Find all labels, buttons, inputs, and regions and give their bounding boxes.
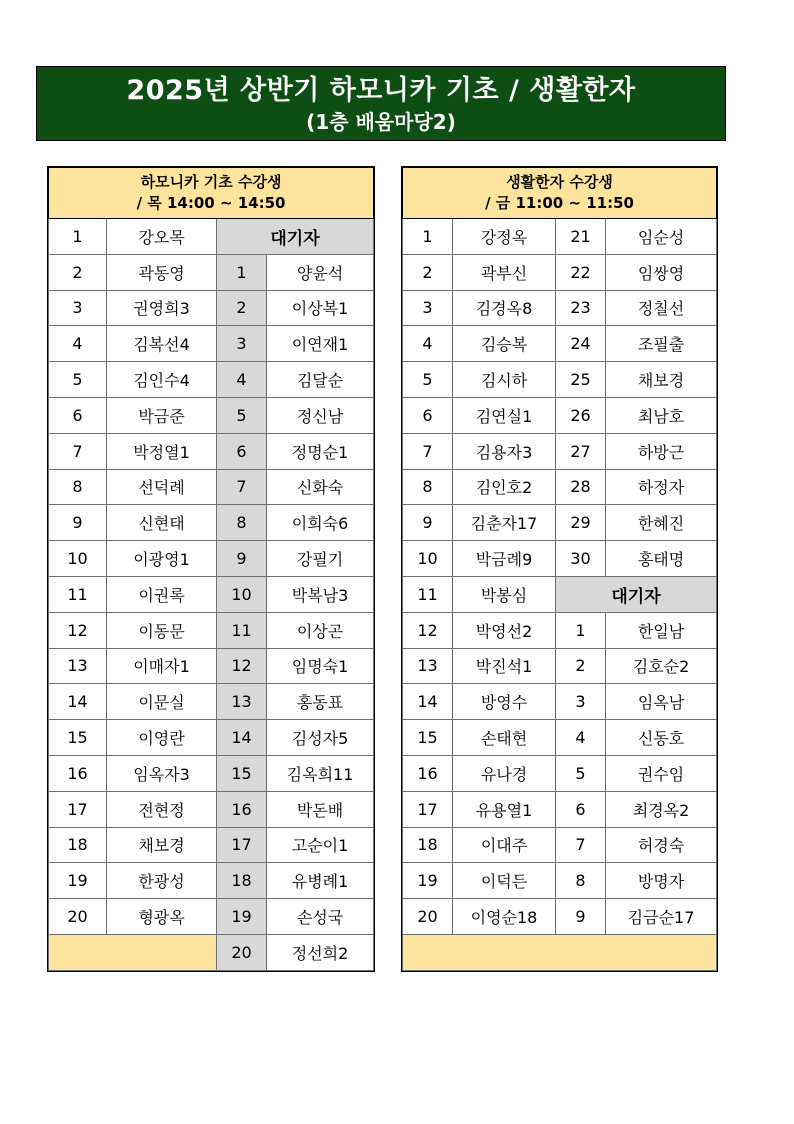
student-name: 신현태 <box>107 505 217 541</box>
waitlist-name: 김옥희11 <box>267 755 374 791</box>
student-name: 이동문 <box>107 612 217 648</box>
empty-cell <box>49 934 217 970</box>
student-name: 김승복 <box>453 326 556 362</box>
table-row <box>49 684 374 720</box>
waitlist-name: 이상복1 <box>267 290 374 326</box>
student-name: 곽동영 <box>107 254 217 290</box>
student-name: 임순성 <box>606 219 717 255</box>
student-name: 권영희3 <box>107 290 217 326</box>
student-number: 2 <box>49 254 107 290</box>
student-name: 김복선4 <box>107 326 217 362</box>
student-name: 박진석1 <box>453 648 556 684</box>
student-name: 홍태명 <box>606 541 717 577</box>
student-number: 19 <box>49 863 107 899</box>
student-name: 김인호2 <box>453 469 556 505</box>
student-number: 15 <box>49 720 107 756</box>
waitlist-name: 김성자5 <box>267 720 374 756</box>
table-row <box>403 612 717 648</box>
student-number: 30 <box>556 541 606 577</box>
waitlist-number: 5 <box>217 397 267 433</box>
waitlist-number: 11 <box>217 612 267 648</box>
student-number: 19 <box>403 863 453 899</box>
table-row <box>403 469 717 505</box>
empty-cell <box>403 934 717 970</box>
student-name: 김시하 <box>453 362 556 398</box>
table-row <box>49 576 374 612</box>
student-number: 1 <box>403 219 453 255</box>
waitlist-name: 김금순17 <box>606 899 717 935</box>
hanja-roster-table <box>402 167 717 971</box>
student-number: 7 <box>403 433 453 469</box>
table-row <box>403 755 717 791</box>
student-name: 채보경 <box>107 827 217 863</box>
waitlist-number: 3 <box>556 684 606 720</box>
waitlist-number: 10 <box>217 576 267 612</box>
waitlist-number: 8 <box>217 505 267 541</box>
student-name: 채보경 <box>606 362 717 398</box>
table-row <box>403 254 717 290</box>
table-row <box>403 397 717 433</box>
waitlist-header: 대기자 <box>556 576 717 612</box>
table-row <box>49 433 374 469</box>
student-name: 이영순18 <box>453 899 556 935</box>
student-number: 16 <box>403 755 453 791</box>
student-number: 24 <box>556 326 606 362</box>
waitlist-name: 홍동표 <box>267 684 374 720</box>
student-number: 26 <box>556 397 606 433</box>
table-row <box>403 899 717 935</box>
student-name: 정칠선 <box>606 290 717 326</box>
student-number: 8 <box>49 469 107 505</box>
waitlist-number: 4 <box>217 362 267 398</box>
waitlist-number: 3 <box>217 326 267 362</box>
waitlist-number: 4 <box>556 720 606 756</box>
student-number: 2 <box>403 254 453 290</box>
student-number: 9 <box>49 505 107 541</box>
table-row <box>49 755 374 791</box>
table-row <box>403 720 717 756</box>
waitlist-name: 신동호 <box>606 720 717 756</box>
waitlist-number: 17 <box>217 827 267 863</box>
student-number: 12 <box>49 612 107 648</box>
student-name: 임쌍영 <box>606 254 717 290</box>
header-row <box>49 168 374 219</box>
waitlist-number: 1 <box>556 612 606 648</box>
student-number: 6 <box>403 397 453 433</box>
student-number: 28 <box>556 469 606 505</box>
table-row <box>403 576 717 612</box>
waitlist-name: 이상곤 <box>267 612 374 648</box>
waitlist-name: 박복남3 <box>267 576 374 612</box>
student-number: 13 <box>403 648 453 684</box>
student-number: 3 <box>49 290 107 326</box>
waitlist-name: 신화숙 <box>267 469 374 505</box>
student-number: 29 <box>556 505 606 541</box>
student-number: 4 <box>49 326 107 362</box>
student-name: 임옥자3 <box>107 755 217 791</box>
page-subtitle: (1층 배움마당2) <box>306 109 456 134</box>
student-number: 5 <box>403 362 453 398</box>
student-number: 7 <box>49 433 107 469</box>
student-number: 4 <box>403 326 453 362</box>
student-number: 11 <box>403 576 453 612</box>
student-number: 17 <box>49 791 107 827</box>
waitlist-name: 방명자 <box>606 863 717 899</box>
waitlist-name: 박돈배 <box>267 791 374 827</box>
table-row <box>49 469 374 505</box>
waitlist-name: 임옥남 <box>606 684 717 720</box>
student-number: 25 <box>556 362 606 398</box>
class-header <box>403 168 717 219</box>
student-name: 선덕례 <box>107 469 217 505</box>
waitlist-number: 5 <box>556 755 606 791</box>
harmonica-roster-table <box>48 167 374 971</box>
student-name: 전현정 <box>107 791 217 827</box>
student-name: 박정열1 <box>107 433 217 469</box>
student-name: 강오목 <box>107 219 217 255</box>
student-number: 11 <box>49 576 107 612</box>
waitlist-name: 허경숙 <box>606 827 717 863</box>
student-number: 17 <box>403 791 453 827</box>
student-name: 한광성 <box>107 863 217 899</box>
student-name: 손태현 <box>453 720 556 756</box>
student-number: 10 <box>49 541 107 577</box>
waitlist-number: 14 <box>217 720 267 756</box>
table-row <box>49 219 374 255</box>
class-schedule: / 금 11:00 ~ 11:50 <box>485 194 634 212</box>
waitlist-number: 2 <box>217 290 267 326</box>
student-number: 13 <box>49 648 107 684</box>
table-row <box>403 863 717 899</box>
table-row <box>49 612 374 648</box>
table-row <box>49 397 374 433</box>
table-row <box>403 827 717 863</box>
table-row <box>49 934 374 970</box>
student-number: 14 <box>403 684 453 720</box>
student-number: 15 <box>403 720 453 756</box>
class-schedule: / 목 14:00 ~ 14:50 <box>136 194 286 212</box>
waitlist-number: 15 <box>217 755 267 791</box>
student-name: 이대주 <box>453 827 556 863</box>
waitlist-number: 6 <box>556 791 606 827</box>
student-name: 김경옥8 <box>453 290 556 326</box>
waitlist-number: 9 <box>217 541 267 577</box>
student-name: 이문실 <box>107 684 217 720</box>
student-name: 김연실1 <box>453 397 556 433</box>
student-name: 방영수 <box>453 684 556 720</box>
student-name: 강정옥 <box>453 219 556 255</box>
table-row <box>403 648 717 684</box>
waitlist-name: 유병례1 <box>267 863 374 899</box>
table-row <box>49 254 374 290</box>
waitlist-name: 손성국 <box>267 899 374 935</box>
table-row <box>403 791 717 827</box>
student-number: 10 <box>403 541 453 577</box>
table-row <box>49 791 374 827</box>
waitlist-name: 이희숙6 <box>267 505 374 541</box>
student-name: 하방근 <box>606 433 717 469</box>
waitlist-number: 1 <box>217 254 267 290</box>
student-name: 유나경 <box>453 755 556 791</box>
student-number: 9 <box>403 505 453 541</box>
table-row <box>49 290 374 326</box>
table-row <box>49 541 374 577</box>
waitlist-number: 19 <box>217 899 267 935</box>
waitlist-name: 한일남 <box>606 612 717 648</box>
waitlist-number: 9 <box>556 899 606 935</box>
table-row <box>403 934 717 970</box>
waitlist-name: 정선희2 <box>267 934 374 970</box>
table-row <box>49 326 374 362</box>
student-name: 유용열1 <box>453 791 556 827</box>
student-number: 23 <box>556 290 606 326</box>
student-number: 5 <box>49 362 107 398</box>
waitlist-number: 8 <box>556 863 606 899</box>
student-name: 김용자3 <box>453 433 556 469</box>
waitlist-name: 정명순1 <box>267 433 374 469</box>
student-number: 27 <box>556 433 606 469</box>
waitlist-name: 이연재1 <box>267 326 374 362</box>
student-name: 이권록 <box>107 576 217 612</box>
waitlist-number: 12 <box>217 648 267 684</box>
waitlist-name: 김호순2 <box>606 648 717 684</box>
waitlist-name: 최경옥2 <box>606 791 717 827</box>
student-name: 형광옥 <box>107 899 217 935</box>
waitlist-name: 고순이1 <box>267 827 374 863</box>
student-name: 하정자 <box>606 469 717 505</box>
table-row <box>49 899 374 935</box>
waitlist-number: 2 <box>556 648 606 684</box>
table-row <box>403 290 717 326</box>
waitlist-name: 강필기 <box>267 541 374 577</box>
waitlist-number: 13 <box>217 684 267 720</box>
table-row <box>403 684 717 720</box>
student-number: 20 <box>49 899 107 935</box>
table-row <box>403 505 717 541</box>
student-number: 1 <box>49 219 107 255</box>
student-number: 12 <box>403 612 453 648</box>
student-name: 김인수4 <box>107 362 217 398</box>
student-number: 8 <box>403 469 453 505</box>
table-row <box>403 219 717 255</box>
table-row <box>403 541 717 577</box>
waitlist-name: 양윤석 <box>267 254 374 290</box>
class-name: 하모니카 기초 수강생 <box>140 173 282 191</box>
table-row <box>49 863 374 899</box>
student-name: 이매자1 <box>107 648 217 684</box>
table-row <box>403 362 717 398</box>
student-name: 김춘자17 <box>453 505 556 541</box>
student-name: 박영선2 <box>453 612 556 648</box>
student-number: 18 <box>403 827 453 863</box>
waitlist-number: 16 <box>217 791 267 827</box>
waitlist-number: 20 <box>217 934 267 970</box>
waitlist-number: 18 <box>217 863 267 899</box>
student-name: 최남호 <box>606 397 717 433</box>
table-row <box>49 827 374 863</box>
page-title: 2025년 상반기 하모니카 기초 / 생활한자 <box>126 74 636 106</box>
class-header <box>49 168 374 219</box>
student-name: 이덕든 <box>453 863 556 899</box>
student-name: 박금준 <box>107 397 217 433</box>
waitlist-number: 7 <box>217 469 267 505</box>
student-number: 18 <box>49 827 107 863</box>
student-number: 22 <box>556 254 606 290</box>
class-name: 생활한자 수강생 <box>506 173 613 191</box>
table-row <box>403 326 717 362</box>
waitlist-name: 임명숙1 <box>267 648 374 684</box>
student-name: 박금례9 <box>453 541 556 577</box>
student-name: 곽부신 <box>453 254 556 290</box>
student-number: 6 <box>49 397 107 433</box>
student-name: 한혜진 <box>606 505 717 541</box>
title-banner <box>36 66 726 141</box>
student-name: 이영란 <box>107 720 217 756</box>
waitlist-number: 7 <box>556 827 606 863</box>
student-name: 조필출 <box>606 326 717 362</box>
student-name: 박봉심 <box>453 576 556 612</box>
table-row <box>49 720 374 756</box>
waitlist-name: 권수임 <box>606 755 717 791</box>
waitlist-name: 김달순 <box>267 362 374 398</box>
student-number: 16 <box>49 755 107 791</box>
student-name: 이광영1 <box>107 541 217 577</box>
table-row <box>49 648 374 684</box>
student-number: 14 <box>49 684 107 720</box>
table-row <box>403 433 717 469</box>
waitlist-number: 6 <box>217 433 267 469</box>
table-row <box>49 505 374 541</box>
table-row <box>49 362 374 398</box>
waitlist-header: 대기자 <box>217 219 374 255</box>
student-number: 20 <box>403 899 453 935</box>
waitlist-name: 정신남 <box>267 397 374 433</box>
header-row <box>403 168 717 219</box>
student-number: 21 <box>556 219 606 255</box>
student-number: 3 <box>403 290 453 326</box>
